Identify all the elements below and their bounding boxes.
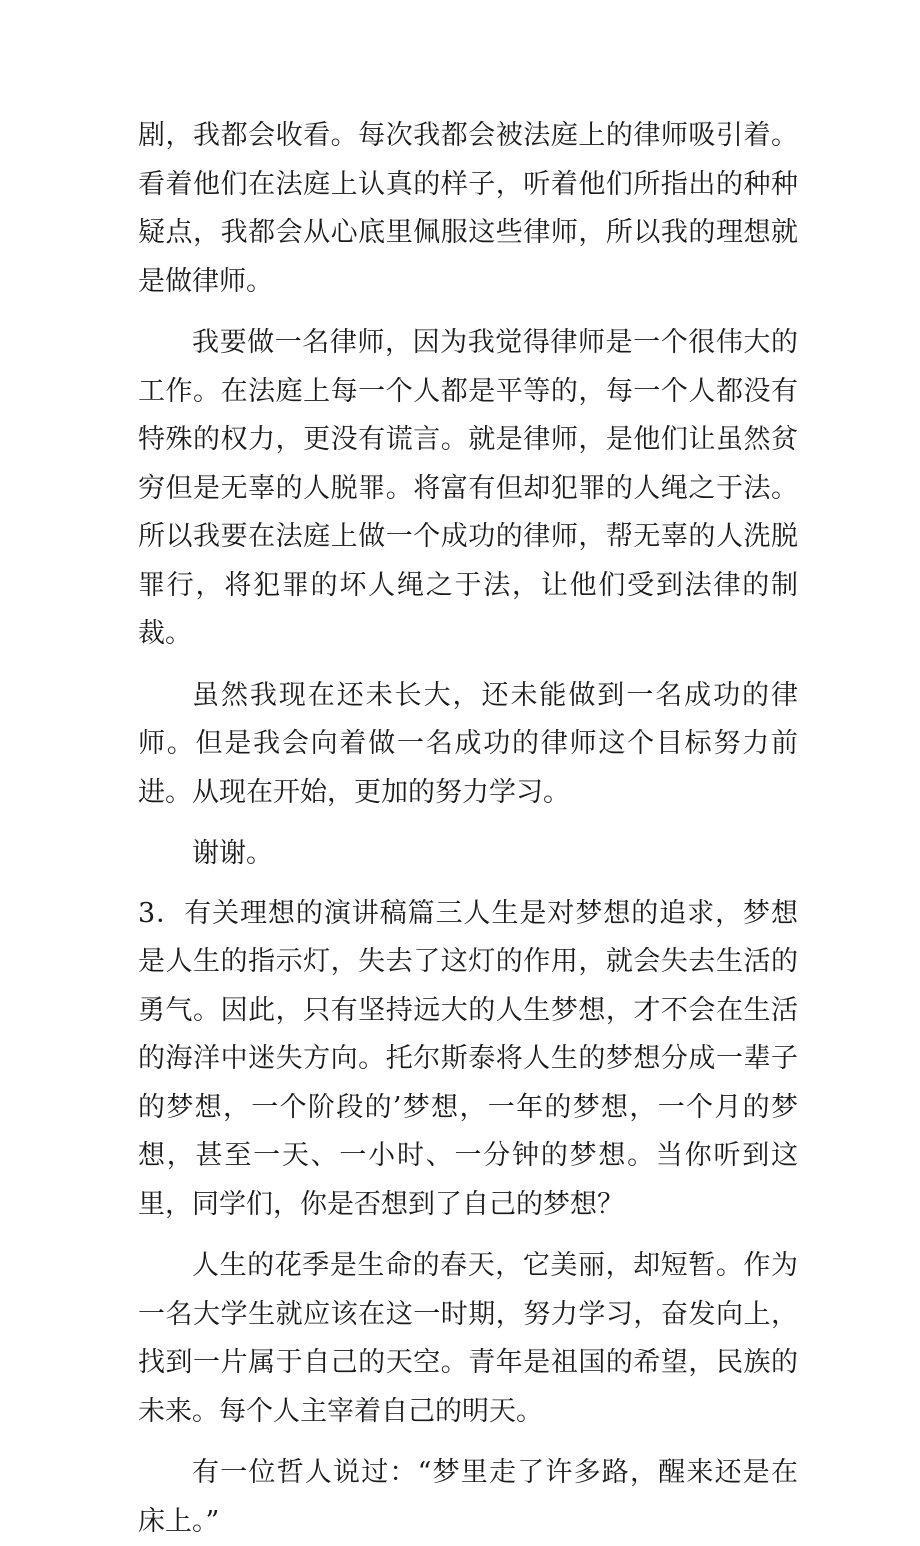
paragraph-flower-season: 人生的花季是生命的春天，它美丽，却短暂。作为一名大学生就应该在这一时期，努力学习，奋发向上，找到一片属于自己的天空。青年是祖国的希望，民族的未来。每个人主宰着自己的明天。 <box>138 1250 798 1427</box>
paragraph-thanks: 谢谢。 <box>192 838 273 869</box>
paragraph-not-grown-up-yet: 虽然我现在还未长大，还未能做到一名成功的律师。但是我会向着做一名成功的律师这个目标努力前进。从现在开始，更加的努力学习。 <box>138 679 798 808</box>
paragraph-want-to-be-lawyer: 我要做一名律师，因为我觉得律师是一个很伟大的工作。在法庭上每一个人都是平等的，每一个人都没有特殊的权力，更没有谎言。就是律师，是他们让虽然贫穷但是无辜的人脱罪。将富有但却犯罪的人绳之于法。所以我要在法庭上做一个成功的律师，帮无辜的人洗脱罪行，将犯罪的坏人绳之于法，让他们受到法律的制裁。 <box>138 327 798 649</box>
paragraph-philosopher-quote: 有一位哲人说过：“梦里走了许多路，醒来还是在床上。” <box>138 1457 798 1537</box>
paragraph-speech-three-intro: 3．有关理想的演讲稿篇三人生是对梦想的追求，梦想是人生的指示灯，失去了这灯的作用，就会失去生活的勇气。因此，只有坚持远大的人生梦想，才不会在生活的海洋中迷失方向。托尔斯泰将人生的梦想分成一辈子的梦想，一个阶段的’梦想，一年的梦想，一个月的梦想，甚至一天、一小时、一分钟的梦想。当你听到这里，同学们，你是否想到了自己的梦想？ <box>138 897 798 1220</box>
paragraph-lawyer-tv-continuation: 剧，我都会收看。每次我都会被法庭上的律师吸引着。看着他们在法庭上认真的样子，听着他们所指出的种种疑点，我都会从心底里佩服这些律师，所以我的理想就是做律师。 <box>138 120 798 297</box>
document-body <box>138 112 798 1546</box>
